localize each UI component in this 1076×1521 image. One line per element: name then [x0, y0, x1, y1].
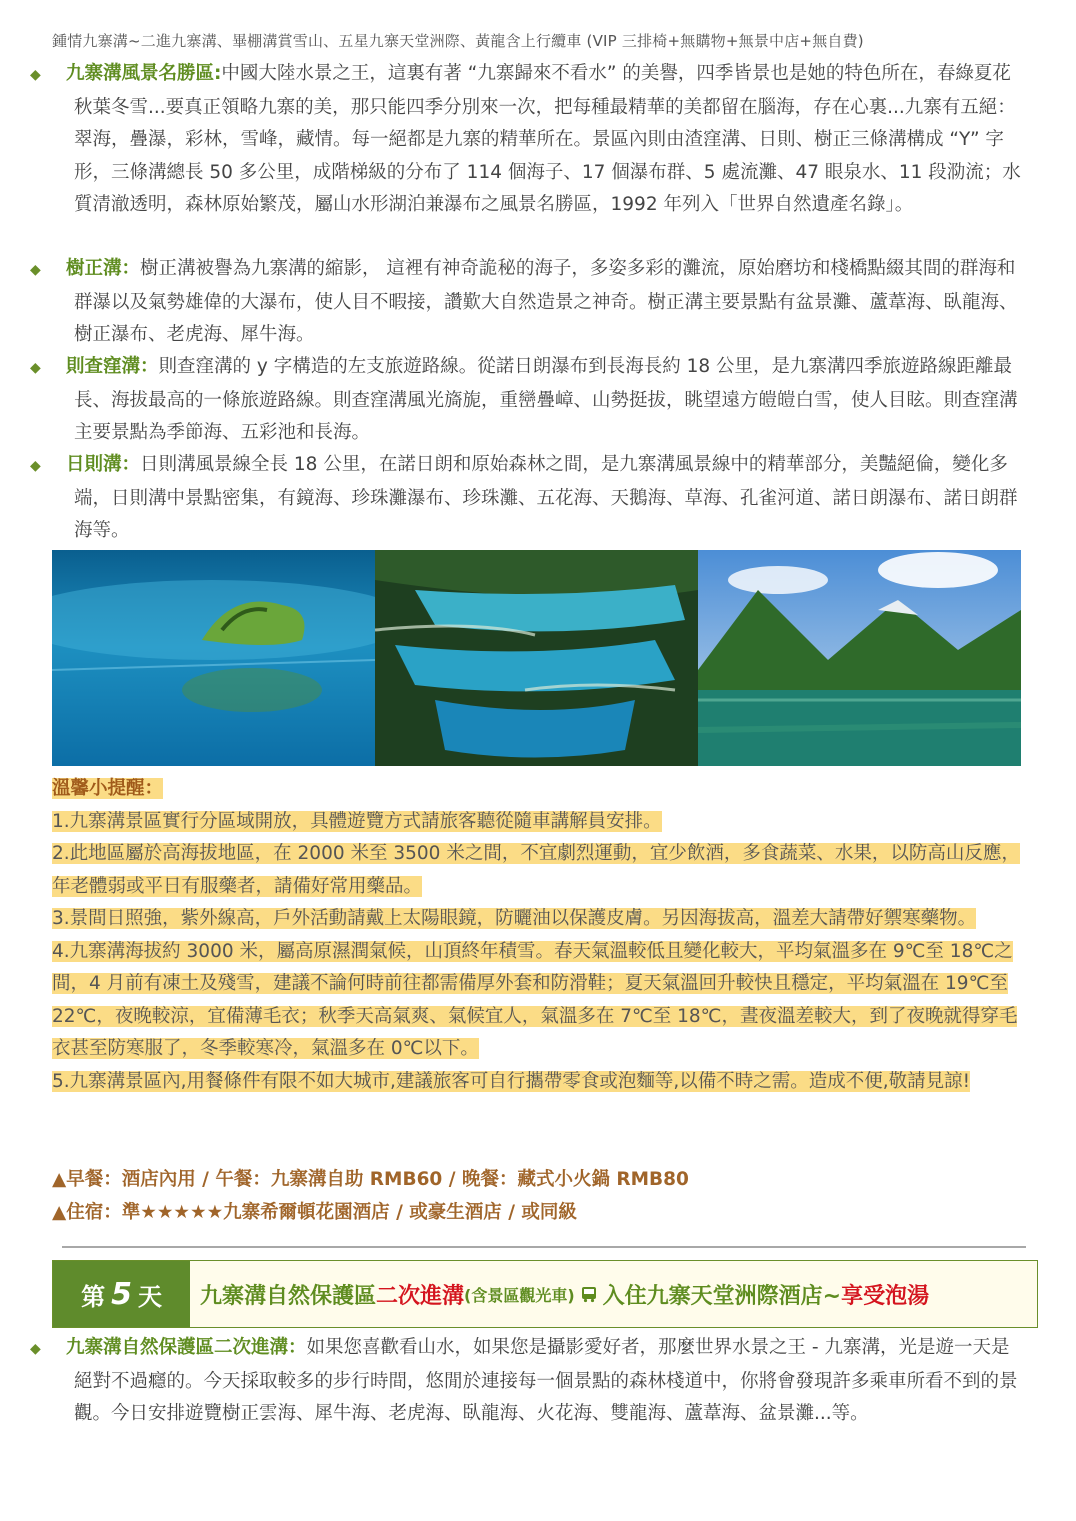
- day-title-highlight: 二次進溝: [376, 1283, 465, 1309]
- day-label: [53, 1261, 190, 1327]
- day-title-note: (含景區觀光車): [464, 1285, 575, 1305]
- diamond-bullet-icon: ◆: [30, 67, 41, 83]
- section-jiuzhaigou: [30, 58, 1027, 222]
- day-banner: [52, 1260, 1038, 1328]
- section-shuzheng: [30, 253, 1027, 352]
- travel-tips: [52, 773, 1027, 1098]
- tip-item: 5.九寨溝景區內,用餐條件有限不如大城市,建議旅客可自行攜帶零食或泡麵等,以備不時之需。造成不便,敬請見諒!: [52, 1070, 971, 1092]
- section-title: 九寨溝自然保護區: [66, 1337, 215, 1358]
- tip-item: 4.九寨溝海拔約 3000 米，屬高原濕潤氣候，山頂終年積雪。春天氣溫較低且變化較大，平均氣溫多在 9℃至 18℃之間，4 月前有凍土及殘雪，建議不論何時前往都需備厚外套和防滑鞋；夏天氣溫回升較快且穩定，平均氣溫在 19℃至 22℃，夜晚較涼，宜備薄毛衣；秋季天高氣爽、氣候宜人，氣溫多在 7℃至 18℃，晝夜溫差較大，到了夜晚就得穿毛衣甚至防寒服了，冬季較寒冷，氣溫多在 0℃以下。: [52, 940, 1018, 1059]
- section-sep: ：: [288, 1337, 307, 1358]
- day-prefix: 第: [81, 1282, 106, 1311]
- tip-item: 3.景間日照強，紫外線高，戶外活動請戴上太陽眼鏡，防曬油以保護皮膚。另因海拔高，溫差大請帶好禦寒藥物。: [52, 908, 977, 929]
- section-rize: [30, 449, 1027, 548]
- terraced-lakes-photo: [375, 550, 698, 766]
- lake-tree-photo: [52, 550, 375, 766]
- section-title: 日則溝: [66, 454, 122, 475]
- diamond-bullet-icon: ◆: [30, 1341, 41, 1357]
- section-sep: ：: [121, 258, 141, 279]
- section-body: 如果您喜歡看山水，如果您是攝影愛好者，那麼世界水景之王 - 九寨溝，光是遊一天是絕對不過癮的。今天採取較多的步行時間，悠閒於連接每一個景點的森林棧道中，你將會發現許多乘車所看不到的景觀。今日安排遊覽樹正雲海、犀牛海、老虎海、臥龍海、火花海、雙龍海、蘆葦海、盆景灘...等。: [74, 1337, 1018, 1424]
- section-divider: [62, 1246, 1026, 1248]
- tip-item: 1.九寨溝景區實行分區域開放，具體遊覽方式請旅客聽從隨車講解員安排。: [52, 810, 662, 832]
- mountain-lake-photo: [698, 550, 1021, 766]
- diamond-bullet-icon: ◆: [30, 458, 41, 474]
- section-sep: ：: [140, 356, 159, 377]
- tip-item: 2.此地區屬於高海拔地區，在 2000 米至 3500 米之間，不宜劇烈運動，宜少飲酒，多食蔬菜、水果，以防高山反應，年老體弱或平日有服藥者，請備好常用藥品。: [52, 843, 1020, 897]
- section-title: 九寨溝風景名勝區: [66, 63, 215, 84]
- diamond-bullet-icon: ◆: [30, 360, 41, 376]
- day-title-part: 入住九寨天堂洲際酒店~: [602, 1283, 842, 1309]
- tips-title: 溫馨小提醒：: [52, 778, 164, 799]
- day-suffix: 天: [137, 1282, 162, 1311]
- lodging-info: ▲住宿：準★★★★★九寨希爾頓花園酒店 / 或豪生酒店 / 或同級: [52, 1202, 577, 1223]
- meals-info: ▲早餐：酒店內用 / 午餐：九寨溝自助 RMB60 / 晚餐：藏式小火鍋 RMB80: [52, 1169, 689, 1190]
- section-title: 則查窪溝: [66, 356, 141, 377]
- day-title-part: 九寨溝自然保護區: [200, 1283, 377, 1309]
- day-number: 5: [111, 1276, 132, 1312]
- section-body: 日則溝風景線全長 18 公里，在諾日朗和原始森林之間，是九寨溝風景線中的精華部分，美豔絕倫，變化多端，日則溝中景點密集，有鏡海、珍珠灘瀑布、珍珠灘、五花海、天鵝海、草海、孔雀河道、諾日朗瀑布、諾日朗群海等。: [74, 454, 1018, 541]
- photo-strip: [52, 550, 1021, 766]
- section-title: 樹正溝: [66, 258, 122, 279]
- bus-icon: [580, 1285, 598, 1303]
- section-zechawa: [30, 351, 1027, 450]
- section-body: 樹正溝被譽為九寨溝的縮影， 這裡有神奇詭秘的海子，多姿多彩的灘流，原始磨坊和棧橋點綴其間的群海和群瀑以及氣勢雄偉的大瀑布，使人目不暇接，讚歎大自然造景之神奇。樹正溝主要景點有盆景灘、蘆葦海、臥龍海、樹正瀑布、老虎海、犀牛海。: [74, 258, 1018, 345]
- day-title: [190, 1261, 1037, 1327]
- day-title-highlight: 享受泡湯: [841, 1283, 930, 1309]
- section-sep: ：: [121, 454, 141, 475]
- itinerary-header: 鍾情九寨溝~二進九寨溝、畢棚溝賞雪山、五星九寨天堂洲際、黃龍含上行纜車 (VIP 三排椅+無購物+無景中店+無自費): [52, 32, 864, 50]
- section-sep: :: [214, 63, 222, 84]
- section-day5: [30, 1332, 1027, 1431]
- section-body: 則查窪溝的 y 字構造的左支旅遊路線。從諾日朗瀑布到長海長約 18 公里，是九寨溝四季旅遊路線距離最長、海拔最高的一條旅遊路線。則查窪溝風光旖旎，重巒疊嶂、山勢挺拔，眺望遠方皚皚白雪，使人目眩。則查窪溝主要景點為季節海、五彩池和長海。: [74, 356, 1018, 443]
- section-body: 中國大陸水景之王，這裏有著 “九寨歸來不看水” 的美譽，四季皆景也是她的特色所在，春綠夏花秋葉冬雪...要真正領略九寨的美，那只能四季分別來一次，把每種最精華的美都留在腦海，存在心裏...九寨有五絕：翠海，疊瀑，彩林，雪峰，藏情。每一絕都是九寨的精華所在。景區內則由渣窪溝、日則、樹正三條溝構成 “Y” 字形，三條溝總長 50 多公里，成階梯級的分布了 114 個海子、17 個瀑布群、5 處流灘、47 眼泉水、11 段泐流；水質清澈透明，森林原始繁茂，屬山水形湖泊兼瀑布之風景名勝區，1992 年列入「世界自然遺產名錄」。: [74, 63, 1021, 215]
- section-title-highlight: 二次進溝: [214, 1337, 289, 1358]
- diamond-bullet-icon: ◆: [30, 262, 41, 278]
